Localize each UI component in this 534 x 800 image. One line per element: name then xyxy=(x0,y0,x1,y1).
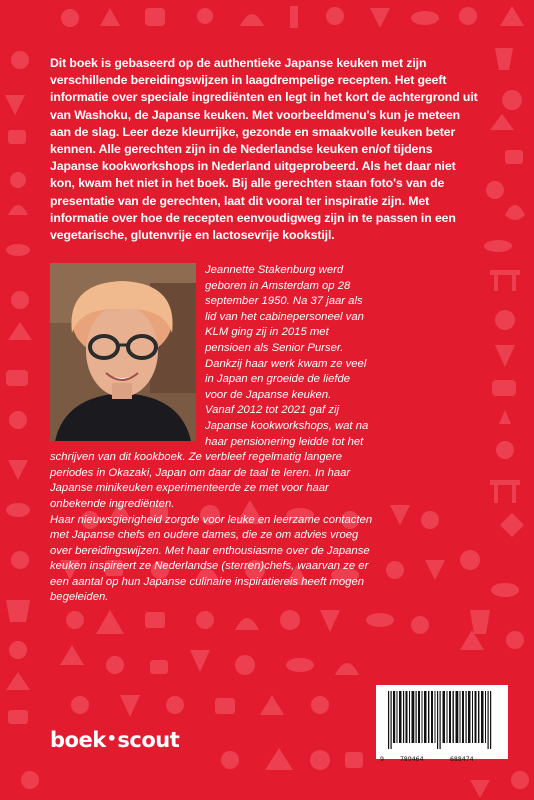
author-biography xyxy=(50,263,375,606)
bio-paragraph: Vanaf 2012 tot 2021 gaf zij Japanse kookworkshops, wat na haar pensionering leidde tot het schrijven van dit kookboek. Ze verbleef regelmatig langere periodes in Okazaki, Japan om daar de taal te leren. In haar Japanse minikeuken experimenteerde ze met voor haar onbekende ingrediënten. xyxy=(50,404,369,510)
publisher-logo: boek•scout xyxy=(50,728,180,752)
bio-paragraph: Haar nieuwsgierigheid zorgde voor leuke en leerzame contacten met Japanse chefs en oudere dames, die ze om advies vroeg over bereidingswijzen. Met haar enthousiasme over de Japanse keuken inspireert ze Nederlandse (sterren)chefs, waarvan ze er een aantal op hun Japanse culinaire inspiratiereis heeft mogen begeleiden. xyxy=(50,513,373,604)
book-description: Dit boek is gebaseerd op de authentieke Japanse keuken met zijn verschillende bereidingswijzen in laagdrempelige recepten. Het geeft informatie over speciale ingrediënten en legt in het kort de achtergrond uit van Washoku, de Japanse keuken. Met voorbeeldmenu's kun je meteen aan de slag. Leer deze kleurrijke, gezonde en smaakvolle keuken beter kennen. Alle gerechten zijn in de Nederlandse keuken en/of tijdens Japanse kookworkshops in Nederland uitgeprobeerd. Als het daar niet kon, kwam het niet in het boek. Bij alle gerechten staan foto's van de presentatie van de gerechten, laat dit vooral ter inspiratie zijn. Met informatie over hoe de recepten eenvoudigweg zijn in te passen in een vegetarische, glutenvrije en lactosevrije kookstijl. xyxy=(50,56,478,243)
bio-paragraph: Jeannette Stakenburg werd geboren in Amsterdam op 28 september 1950. Na 37 jaar als lid van het cabinepersoneel van KLM ging zij in 2015 met pensioen als Senior Purser. Dankzij haar werk kwam ze veel in Japan en groeide de liefde voor de Japanse keuken. xyxy=(205,264,367,401)
isbn-barcode: 9 789464 688474 xyxy=(376,685,508,759)
